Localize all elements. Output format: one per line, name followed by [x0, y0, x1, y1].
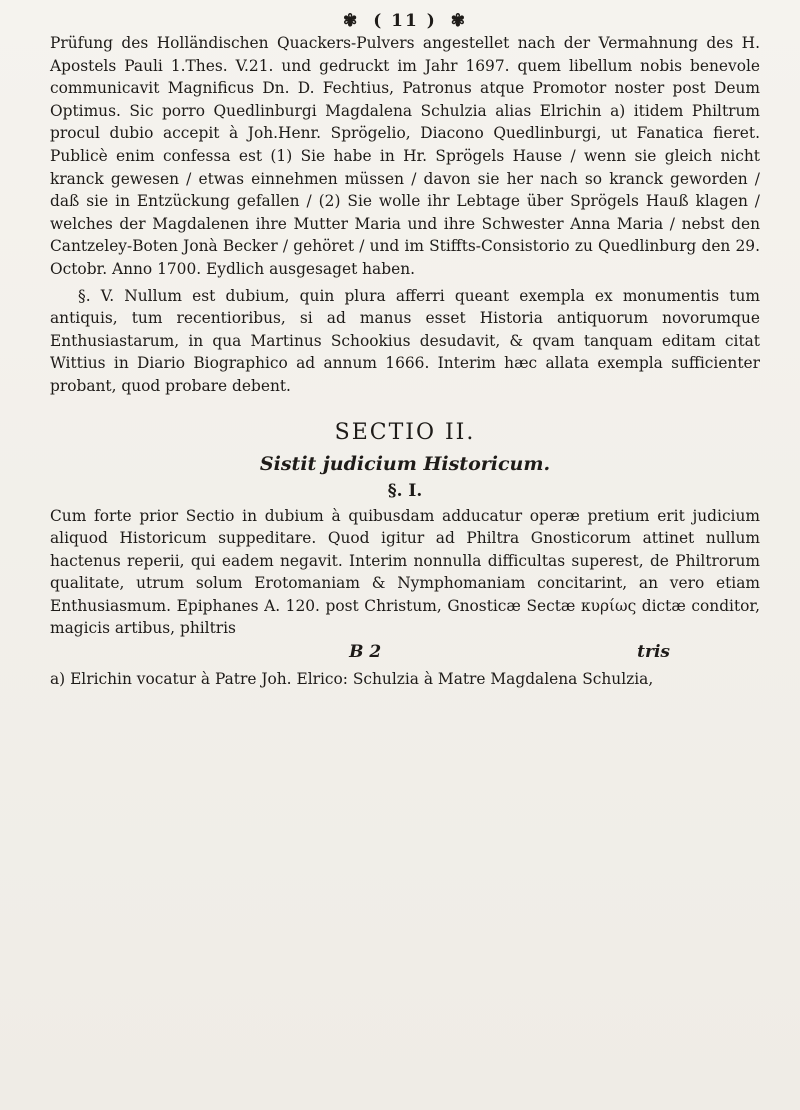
paragraph-section-1: Cum forte prior Sectio in dubium à quibusdam adducatur operæ pretium erit judicium aliquod Historicum suppeditare. Quod igitur ad Philtra Gnosticorum attinet nullum hactenus reperii, qui eadem negavit. Interim nonnulla difficultas superest, de Philtrorum qualitate, utrum solum Erotomaniam & Nymphomaniam concitarint, an vero etiam Enthusiasmum. Epiphanes A. 120. post Christum, Gnosticæ Sectæ κυρίως dictæ conditor, magicis artibus, philtris	[50, 506, 760, 638]
paragraph-number: §. I.	[387, 480, 423, 501]
signature-mark: B 2	[349, 642, 382, 663]
ornament-left-icon: ✾	[343, 11, 360, 31]
ornament-right-icon: ✾	[450, 11, 467, 31]
paragraph-quacker-powder: Prüfung des Holländischen Quackers-Pulvers angestellet nach der Vermahnung des H. Apostels Pauli 1.Thes. V.21. und gedruckt im Jahr 1697. quem libellum nobis benevole communicavit Magnificus Dn. D. Fechtius, Patronus atque Promotor noster post Deum Optimus. Sic porro Quedlinburgi Magdalena Schulzia alias Elrichin a) itidem Philtrum procul dubio accepit à Joh.Henr. Sprögelio, Diacono Quedlinburgi, ut Fanatica fieret. Publicè enim confessa est (1) Sie habe in Hr. Sprögels Hause / wenn sie gleich nicht kranck gewesen / etwas einnehmen müssen / davon sie her nach so kranck geworden / daß sie in Entzückung gefallen / (2) Sie wolle ihr Lebtage über Sprögels Hauß klagen / welches der Magdalenen ihre Mutter Maria und ihre Schwester Anna Maria / nebst den Cantzeley-Boten Jonà Becker / gehöret / und im Stiffts-Consistorio zu Quedlinburg den 29. Octobr. Anno 1700. Eydlich ausgesaget haben.	[50, 34, 760, 278]
section-subtitle: Sistit judicium Historicum.	[259, 452, 551, 475]
section-title: SECTIO II.	[334, 419, 476, 445]
signature-line	[50, 642, 670, 664]
footnote: a) Elrichin vocatur à Patre Joh. Elrico: Schulzia à Matre Magdalena Schulzia,	[50, 670, 654, 689]
page-header	[50, 10, 760, 32]
paragraph-section-5: §. V. Nullum est dubium, quin plura afferri queant exempla ex monumentis tum antiquis, tum recentioribus, si ad manus esset Historia antiquorum novorumque Enthusiastarum, in qua Martinus Schookius desudavit, & qvam tanquam editam citat Wittius in Diario Biographico ad annum 1666. Interim hæc allata exempla sufficienter probant, quod probare debent.	[50, 286, 760, 395]
page-number: ( 11 )	[373, 11, 437, 31]
catchword: tris	[637, 642, 670, 663]
